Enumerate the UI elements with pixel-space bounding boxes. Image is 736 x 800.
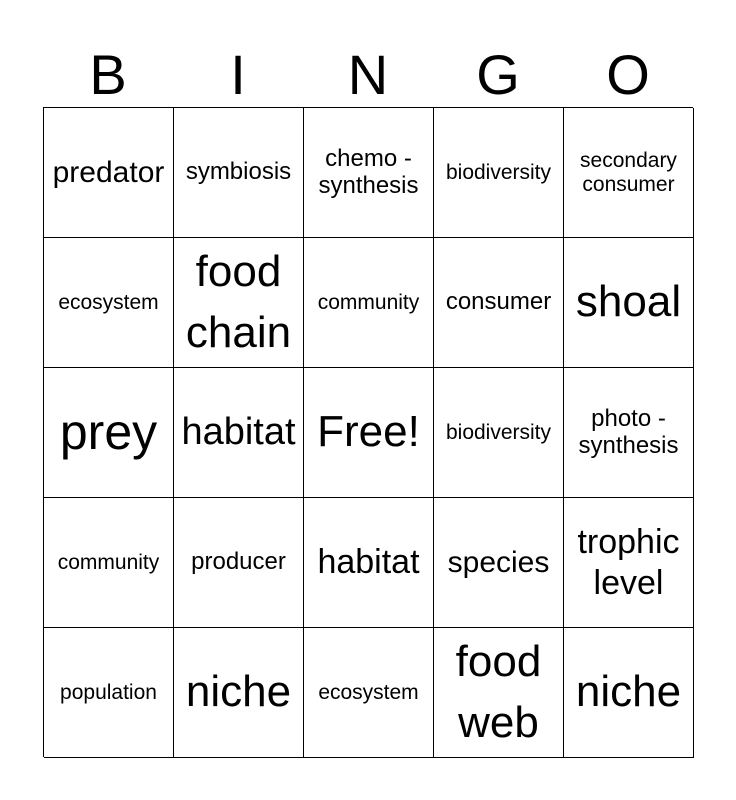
- bingo-cell[interactable]: food web: [434, 628, 564, 758]
- bingo-cell[interactable]: shoal: [564, 238, 694, 368]
- bingo-cell[interactable]: community: [304, 238, 434, 368]
- bingo-cell[interactable]: predator: [44, 108, 174, 238]
- bingo-cell[interactable]: community: [44, 498, 174, 628]
- bingo-cell[interactable]: biodiversity: [434, 368, 564, 498]
- bingo-cell[interactable]: producer: [174, 498, 304, 628]
- bingo-cell[interactable]: chemo - synthesis: [304, 108, 434, 238]
- bingo-board: [43, 107, 693, 757]
- bingo-cell[interactable]: ecosystem: [304, 628, 434, 758]
- bingo-cell[interactable]: consumer: [434, 238, 564, 368]
- bingo-cell[interactable]: ecosystem: [44, 238, 174, 368]
- header-letter-i: I: [230, 43, 246, 106]
- header-letter-g: G: [476, 43, 520, 106]
- bingo-cell[interactable]: habitat: [174, 368, 304, 498]
- bingo-cell[interactable]: food chain: [174, 238, 304, 368]
- bingo-cell free-space[interactable]: Free!: [304, 368, 434, 498]
- bingo-cell[interactable]: population: [44, 628, 174, 758]
- header-letter-b: B: [89, 43, 127, 106]
- bingo-header: [43, 44, 693, 106]
- bingo-cell[interactable]: niche: [174, 628, 304, 758]
- bingo-cell[interactable]: prey: [44, 368, 174, 498]
- header-letter-n: N: [347, 43, 389, 106]
- bingo-cell[interactable]: symbiosis: [174, 108, 304, 238]
- bingo-cell[interactable]: photo - synthesis: [564, 368, 694, 498]
- header-letter-o: O: [606, 43, 650, 106]
- bingo-cell[interactable]: biodiversity: [434, 108, 564, 238]
- bingo-cell[interactable]: niche: [564, 628, 694, 758]
- bingo-cell[interactable]: secondary consumer: [564, 108, 694, 238]
- bingo-cell[interactable]: trophic level: [564, 498, 694, 628]
- bingo-cell[interactable]: habitat: [304, 498, 434, 628]
- bingo-cell[interactable]: species: [434, 498, 564, 628]
